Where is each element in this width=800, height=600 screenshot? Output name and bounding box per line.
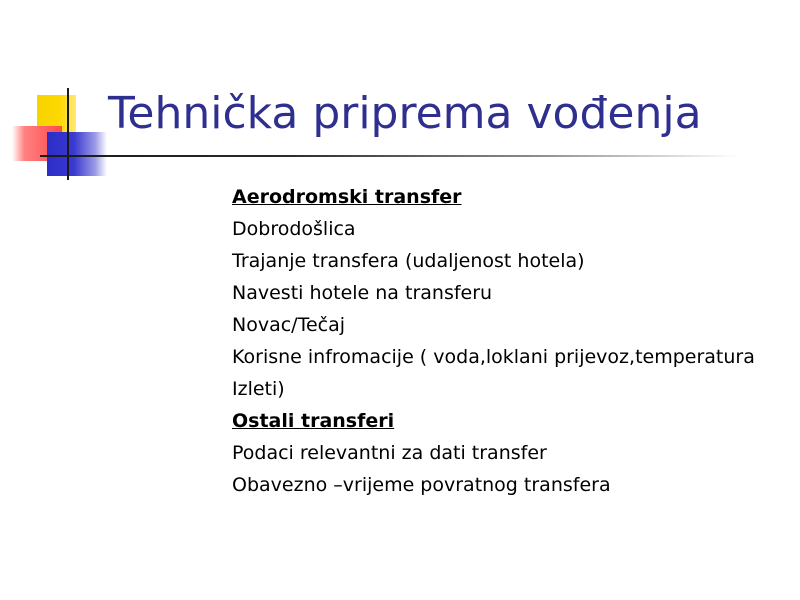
slide-content-list <box>232 181 792 501</box>
list-item: Izleti) <box>232 378 285 400</box>
slide-title: Tehnička priprema vođenja <box>108 88 702 139</box>
list-item: Korisne infromacije ( voda,loklani prijevoz,temperatura <box>232 346 755 368</box>
section-heading-airport-transfer: Aerodromski transfer <box>232 186 462 208</box>
logo-vertical-line <box>67 88 69 180</box>
list-item: Obavezno –vrijeme povratnog transfera <box>232 474 611 496</box>
logo-blue-square <box>47 132 107 176</box>
list-item: Novac/Tečaj <box>232 314 346 336</box>
list-item: Podaci relevantni za dati transfer <box>232 442 547 464</box>
list-item: Navesti hotele na transferu <box>232 282 493 304</box>
list-item: Dobrodošlica <box>232 218 356 240</box>
section-heading-other-transfers: Ostali transferi <box>232 410 395 432</box>
title-underline-divider <box>40 155 740 157</box>
list-item: Trajanje transfera (udaljenost hotela) <box>232 250 585 272</box>
